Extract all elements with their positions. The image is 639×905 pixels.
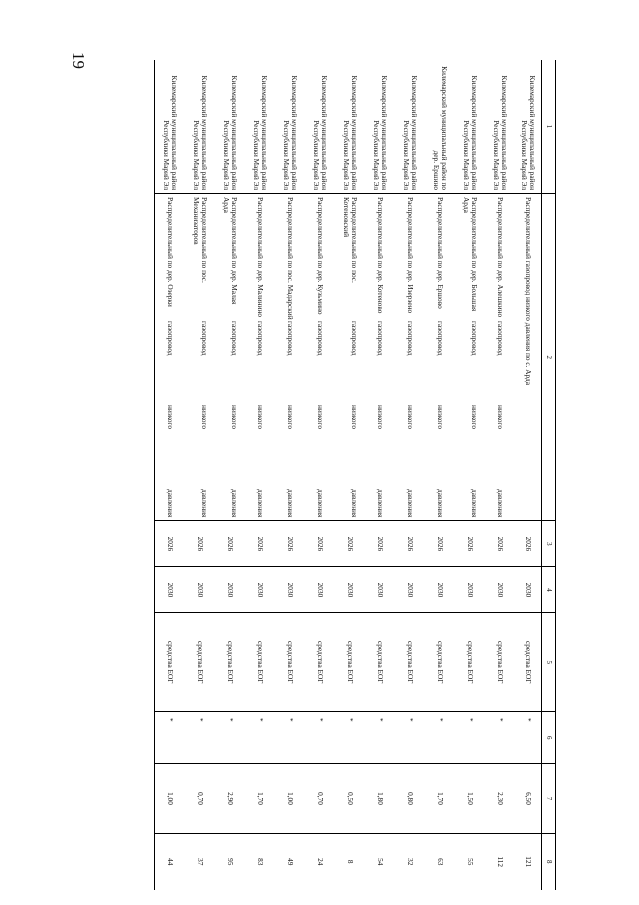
- count-cell: 44: [155, 833, 186, 890]
- gasification-table: [154, 60, 556, 890]
- table-row: [245, 60, 275, 890]
- object-type: газопровод: [316, 321, 326, 356]
- object-name-cell: [275, 194, 305, 521]
- object-name-cell: [485, 194, 515, 521]
- object-name: Распределительный по дер. Озерки: [166, 197, 176, 307]
- funding-source-cell: средства ЕОГ: [485, 613, 515, 711]
- object-name-group: [192, 197, 209, 517]
- funding-source-cell: средства ЕОГ: [335, 613, 365, 711]
- table-row: [215, 60, 245, 890]
- pressure-word: давления: [200, 489, 210, 518]
- object-name-group: [316, 197, 324, 517]
- object-name-group: [166, 197, 174, 517]
- year-start-cell: 2026: [215, 521, 245, 567]
- object-name: Распределительный по дер. Ершово: [436, 197, 446, 309]
- pressure-level: низкого: [200, 405, 210, 430]
- funding-source-cell: средства ЕОГ: [275, 613, 305, 711]
- length-cell: 0,70: [305, 764, 335, 833]
- object-name-cell: [365, 194, 395, 521]
- pressure-level: низкого: [256, 405, 266, 430]
- object-type: газопровод: [200, 321, 210, 356]
- length-cell: 1,00: [275, 764, 305, 833]
- table-row-group: [515, 60, 542, 890]
- district-cell: Килемарский муниципальный район Республики Марий Эл: [155, 60, 186, 194]
- year-start-cell: 2026: [425, 521, 455, 567]
- district-cell: Килемарский муниципальный район Республики Марий Эл: [335, 60, 365, 194]
- pressure-word: давления: [470, 489, 480, 518]
- col-header-4: 4: [542, 567, 556, 613]
- mark-cell: *: [305, 711, 335, 763]
- object-name-group: [222, 197, 239, 517]
- funding-source-cell: средства ЕОГ: [155, 613, 186, 711]
- count-cell: 32: [406, 858, 416, 866]
- mark-cell: *: [425, 711, 455, 763]
- count-cell: 55: [466, 858, 476, 866]
- mark-cell: *: [275, 711, 305, 763]
- mark-cell: *: [155, 711, 186, 763]
- year-start-cell: 2026: [335, 521, 365, 567]
- object-name-cell: [215, 194, 245, 521]
- object-name: Распределительный по дер. Большая Арда: [462, 197, 480, 312]
- object-name: Распределительный по дер. Алешкино: [496, 197, 506, 318]
- length-cell: 1,70: [245, 764, 275, 833]
- col-header-2: 2: [542, 194, 556, 521]
- mark-cell: *: [185, 711, 215, 763]
- object-name-group: [406, 197, 414, 517]
- object-type: газопровод: [350, 321, 360, 356]
- length-cell: 2,30: [485, 764, 515, 833]
- count-cell: 37: [196, 858, 206, 866]
- year-start-cell: 2026: [395, 521, 425, 567]
- district-cell: Килемарский муниципальный район Республики Марий Эл: [215, 60, 245, 194]
- object-name-cell: [185, 194, 215, 521]
- object-name: Распределительный по пос. Котеновский: [342, 197, 360, 283]
- year-end-cell: 2030: [365, 567, 395, 613]
- object-name-cell: [335, 194, 365, 521]
- year-start-cell: 2026: [155, 521, 186, 567]
- page-number: 19: [69, 52, 88, 69]
- pressure-level: низкого: [376, 405, 386, 430]
- count-cell: 95: [226, 858, 236, 866]
- year-start-cell: 2026: [245, 521, 275, 567]
- year-end-cell: 2030: [425, 567, 455, 613]
- pressure-word: давления: [316, 489, 326, 518]
- funding-source-cell: средства ЕОГ: [425, 613, 455, 711]
- object-title-cell: Распределительный газопровод низкого давления по с. Арда: [515, 194, 542, 521]
- count-cell: 54: [376, 858, 386, 866]
- year-start-cell: 2026: [455, 521, 485, 567]
- object-name-cell: [245, 194, 275, 521]
- col-header-1: 1: [542, 60, 556, 194]
- year-end-cell: 2030: [455, 567, 485, 613]
- col-header-5: 5: [542, 613, 556, 711]
- object-name: Распределительный по пос. Механизаторов: [192, 197, 210, 283]
- pressure-word: давления: [496, 489, 506, 518]
- pressure-level: низкого: [230, 405, 240, 430]
- pressure-level: низкого: [316, 405, 326, 430]
- table-row: [155, 60, 186, 890]
- funding-source-cell: средства ЕОГ: [245, 613, 275, 711]
- district-cell: Килемарский муниципальный район Республики Марий Эл: [365, 60, 395, 194]
- year-end-cell: 2030: [395, 567, 425, 613]
- count-cell: 112: [496, 856, 506, 868]
- mark-cell: *: [395, 711, 425, 763]
- object-name: Распределительный по дер. Малая Арда: [222, 197, 240, 305]
- object-name-cell: [395, 194, 425, 521]
- object-name-group: [496, 197, 504, 517]
- object-name: Распределительный по дер. Малинино: [256, 197, 266, 318]
- object-name: Распределительный по пос. Мадарский: [286, 197, 296, 320]
- column-number-row: [542, 60, 556, 890]
- district-cell: Килемарский муниципальный район Республики Марий Эл: [515, 60, 542, 194]
- object-type: газопровод: [166, 321, 176, 356]
- pressure-level: низкого: [496, 405, 506, 430]
- object-name-cell: [155, 194, 186, 521]
- col-header-6: 6: [542, 711, 556, 763]
- year-end-cell: 2030: [155, 567, 186, 613]
- year-end-cell: 2030: [335, 567, 365, 613]
- count-cell: 63: [436, 858, 446, 866]
- year-start-cell: 2026: [305, 521, 335, 567]
- district-cell: Килемарский муниципальный район по дер. Ершино: [425, 60, 455, 194]
- mark-cell: *: [365, 711, 395, 763]
- year-end-cell: 2030: [515, 567, 542, 613]
- pressure-level: низкого: [350, 405, 360, 430]
- year-start-cell: 2026: [275, 521, 305, 567]
- length-cell: 1,50: [455, 764, 485, 833]
- year-end-cell: 2030: [185, 567, 215, 613]
- pressure-level: низкого: [166, 405, 176, 430]
- pressure-level: низкого: [286, 405, 296, 430]
- mark-cell: *: [485, 711, 515, 763]
- year-end-cell: 2030: [305, 567, 335, 613]
- year-start-cell: 2026: [185, 521, 215, 567]
- funding-source-cell: средства ЕОГ: [515, 613, 542, 711]
- funding-source-cell: средства ЕОГ: [305, 613, 335, 711]
- pressure-word: давления: [286, 489, 296, 518]
- pressure-level: низкого: [436, 405, 446, 430]
- funding-source-cell: средства ЕОГ: [215, 613, 245, 711]
- length-cell: 2,90: [215, 764, 245, 833]
- object-type: газопровод: [406, 321, 416, 356]
- year-end-cell: 2030: [275, 567, 305, 613]
- object-name-group: [462, 197, 479, 517]
- year-end-cell: 2030: [245, 567, 275, 613]
- table-row: [185, 60, 215, 890]
- table-row: [425, 60, 455, 890]
- count-cell: 121: [524, 856, 534, 868]
- table-row: [365, 60, 395, 890]
- year-end-cell: 2030: [215, 567, 245, 613]
- funding-source-cell: средства ЕОГ: [365, 613, 395, 711]
- col-header-3: 3: [542, 521, 556, 567]
- count-cell: 83: [256, 858, 266, 866]
- object-type: газопровод: [436, 321, 446, 356]
- mark-cell: *: [245, 711, 275, 763]
- length-cell: 1,70: [425, 764, 455, 833]
- length-cell: 6,50: [515, 764, 542, 833]
- object-name-cell: [305, 194, 335, 521]
- district-cell: Килемарский муниципальный район Республики Марий Эл: [395, 60, 425, 194]
- mark-cell: *: [335, 711, 365, 763]
- mark-cell: *: [515, 711, 542, 763]
- year-start-cell: 2026: [485, 521, 515, 567]
- year-start-cell: 2026: [515, 521, 542, 567]
- object-name: Распределительный по дер. Изерзено: [406, 197, 416, 314]
- length-cell: 0,80: [395, 764, 425, 833]
- pressure-word: давления: [436, 489, 446, 518]
- year-start-cell: 2026: [365, 521, 395, 567]
- object-type: газопровод: [230, 321, 240, 356]
- length-cell: 0,50: [335, 764, 365, 833]
- length-cell: 1,80: [365, 764, 395, 833]
- pressure-word: давления: [376, 489, 386, 518]
- table-row: [335, 60, 365, 890]
- object-type: газопровод: [286, 321, 296, 356]
- district-cell: Килемарский муниципальный район Республики Марий Эл: [455, 60, 485, 194]
- pressure-level: низкого: [470, 405, 480, 430]
- pressure-word: давления: [350, 489, 360, 518]
- object-name-group: [436, 197, 444, 517]
- district-cell: Килемарский муниципальный район Республики Марий Эл: [245, 60, 275, 194]
- pressure-word: давления: [166, 489, 176, 518]
- district-cell: Килемарский муниципальный район Республики Марий Эл: [185, 60, 215, 194]
- col-header-8: 8: [542, 833, 556, 890]
- object-name: Распределительный по дер. Котеново: [376, 197, 386, 314]
- object-name: Распределительный по дер. Кузьмино: [316, 197, 326, 315]
- district-cell: Килемарский муниципальный район Республики Марий Эл: [275, 60, 305, 194]
- count-cell: 49: [286, 858, 296, 866]
- rotated-table-container: [124, 60, 556, 890]
- pressure-word: давления: [406, 489, 416, 518]
- length-cell: 0,70: [185, 764, 215, 833]
- object-name-group: [342, 197, 359, 517]
- mark-cell: *: [455, 711, 485, 763]
- count-cell: 8: [346, 859, 356, 864]
- object-type: газопровод: [256, 321, 266, 356]
- district-cell: Килемарский муниципальный район Республики Марий Эл: [305, 60, 335, 194]
- pressure-word: давления: [256, 489, 266, 518]
- funding-source-cell: средства ЕОГ: [395, 613, 425, 711]
- mark-cell: *: [215, 711, 245, 763]
- table-row: [455, 60, 485, 890]
- table-row: [485, 60, 515, 890]
- table-body: [155, 60, 542, 890]
- gasification-table-wrapper: [124, 60, 556, 890]
- year-end-cell: 2030: [485, 567, 515, 613]
- object-name-group: [286, 197, 294, 517]
- object-name-cell: [455, 194, 485, 521]
- pressure-word: давления: [230, 489, 240, 518]
- object-name-group: [376, 197, 384, 517]
- object-name-group: [256, 197, 264, 517]
- district-cell: Килемарский муниципальный район Республики Марий Эл: [485, 60, 515, 194]
- object-type: газопровод: [496, 321, 506, 356]
- object-type: газопровод: [376, 321, 386, 356]
- object-name-cell: [425, 194, 455, 521]
- funding-source-cell: средства ЕОГ: [455, 613, 485, 711]
- pressure-level: низкого: [406, 405, 416, 430]
- object-type: газопровод: [470, 321, 480, 356]
- funding-source-cell: средства ЕОГ: [185, 613, 215, 711]
- table-row: [305, 60, 335, 890]
- table-row: [275, 60, 305, 890]
- col-header-7: 7: [542, 764, 556, 833]
- count-cell: 24: [316, 858, 326, 866]
- table-row: [395, 60, 425, 890]
- length-cell: 1,00: [155, 764, 186, 833]
